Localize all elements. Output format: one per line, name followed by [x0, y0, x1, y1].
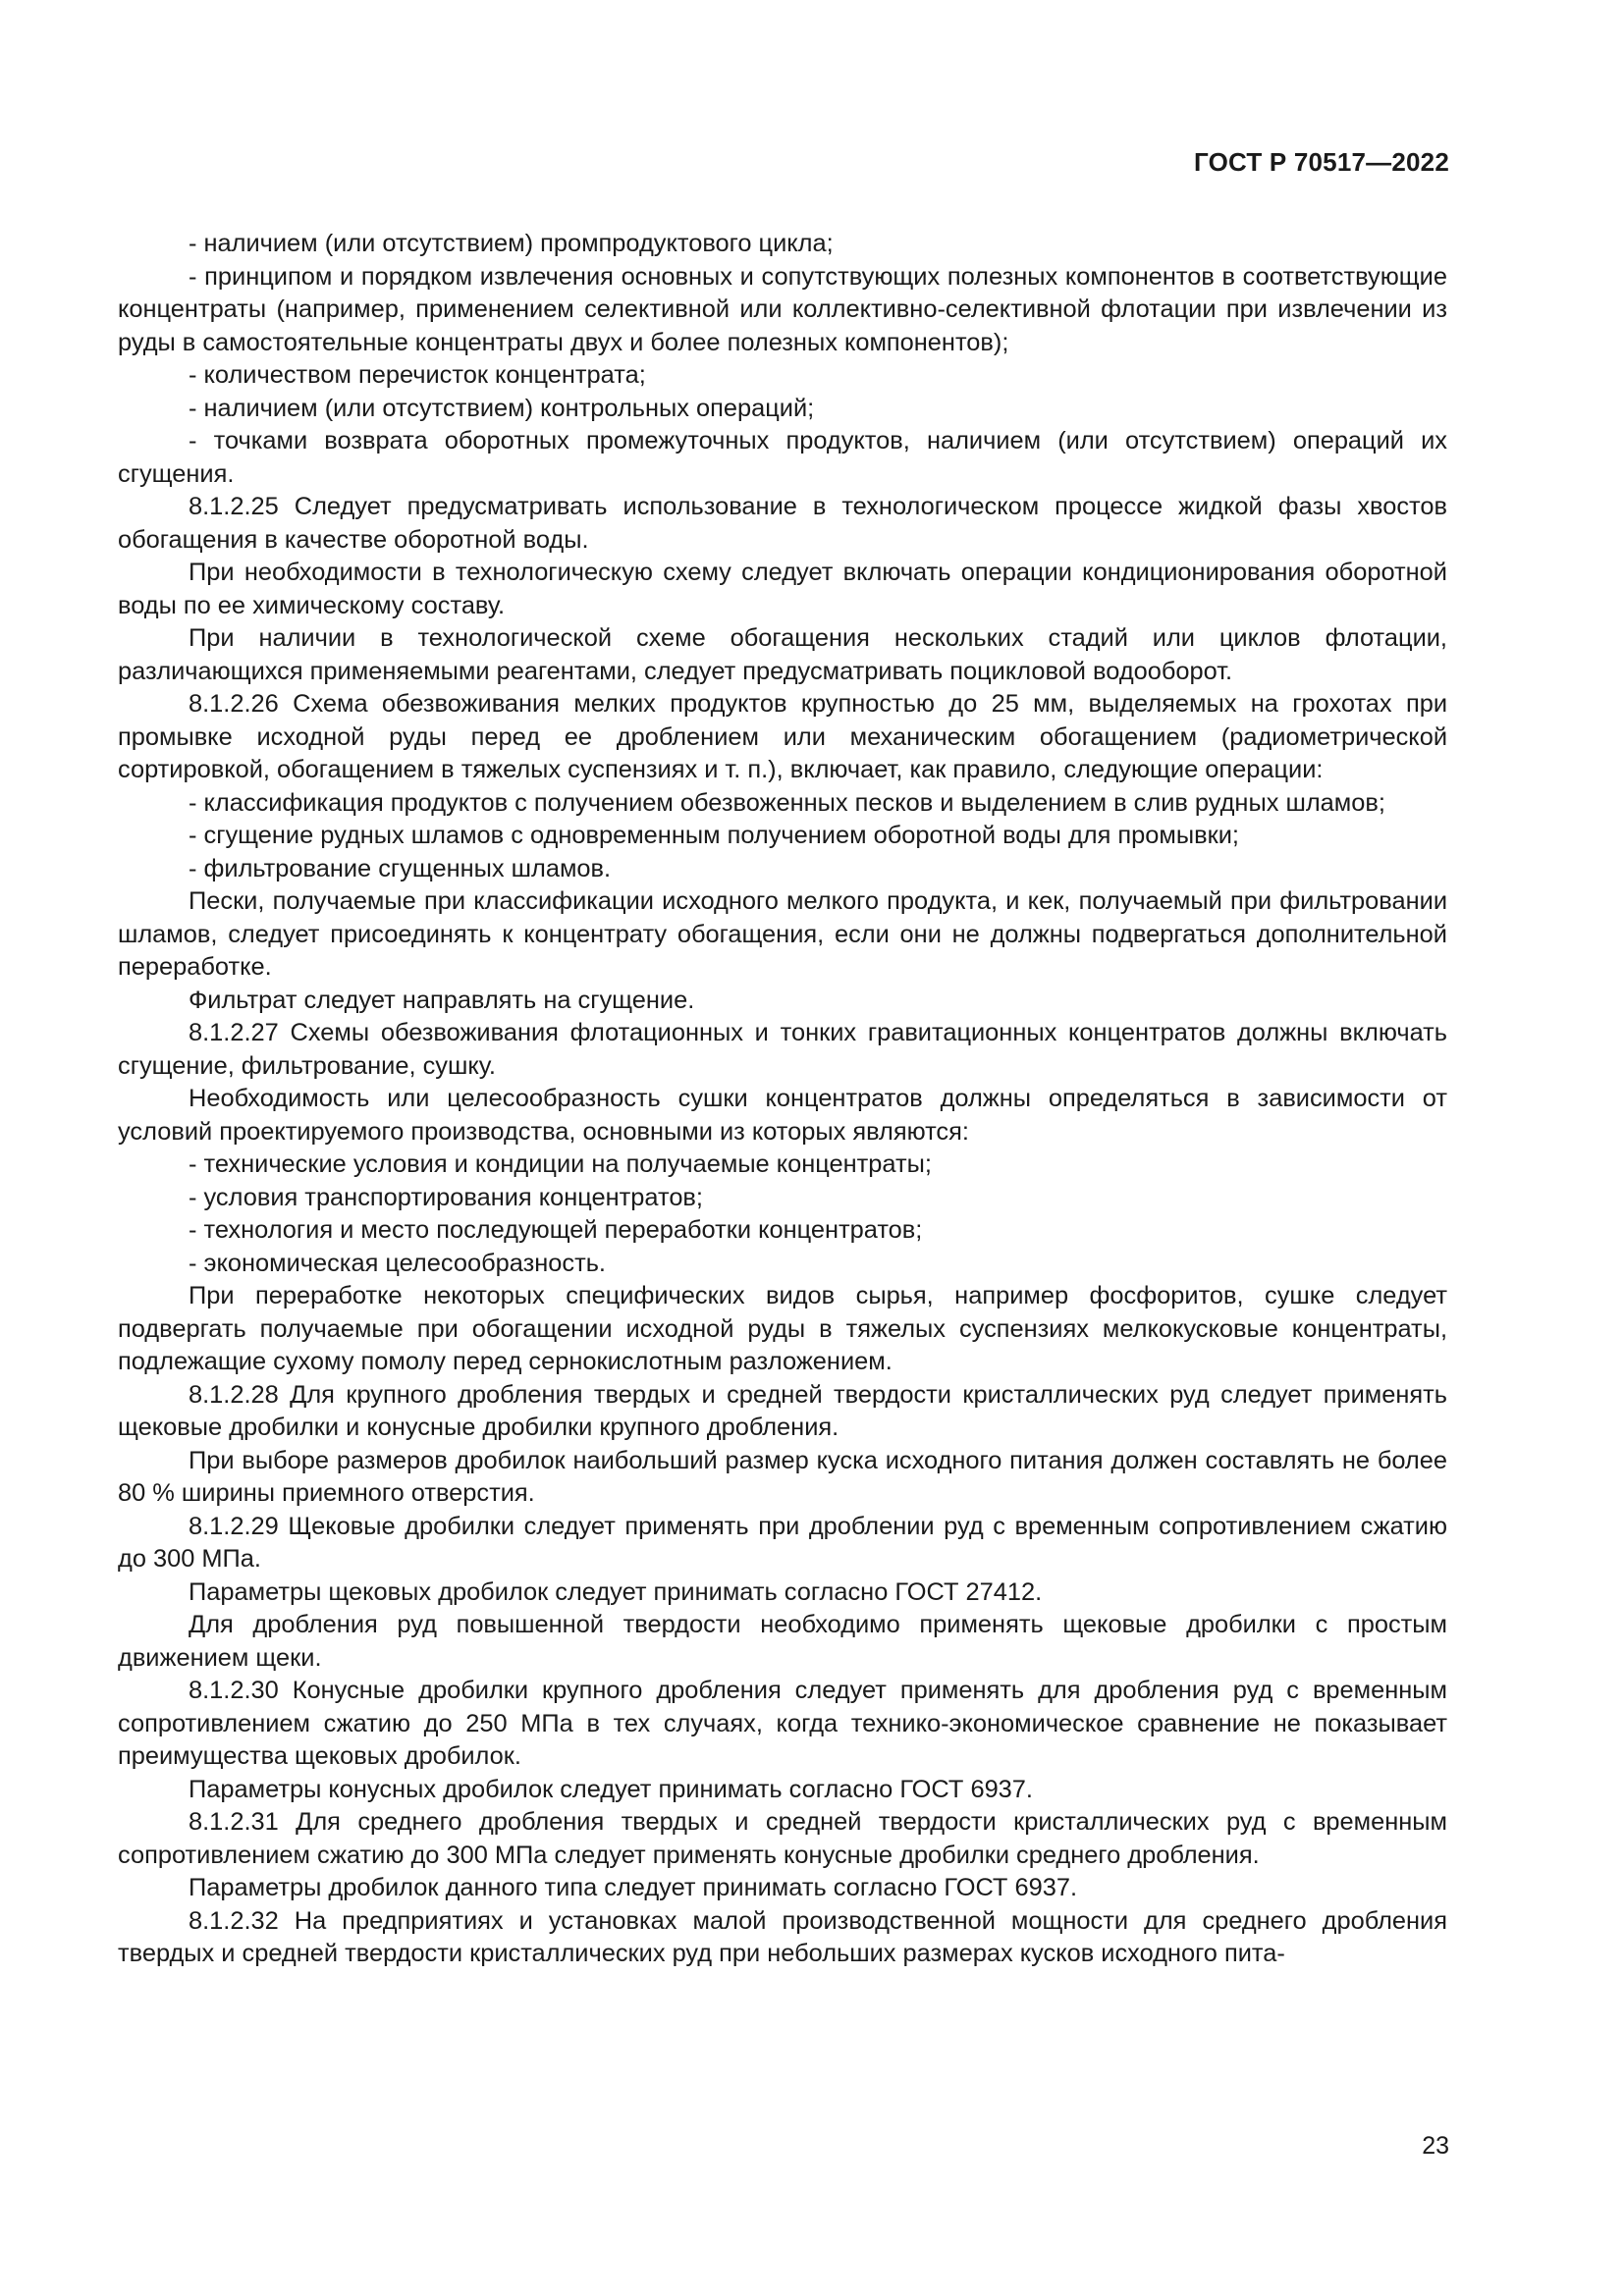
paragraph: При переработке некоторых специфических видов сырья, например фосфоритов, сушке следует подвергать получаемые при обогащении исходной руды в тяжелых суспензиях мелкокусковые концентраты, подлежащие сухому помолу перед сернокислотным разложением.	[118, 1282, 1447, 1375]
list-item: - сгущение рудных шламов с одновременным получением оборотной воды для промывки;	[189, 822, 1239, 849]
list-item: - экономическая целесообразность.	[189, 1249, 606, 1277]
list-item: - точками возврата оборотных промежуточных продуктов, наличием (или отсутствием) операций их сгущения.	[118, 427, 1447, 488]
list-item: - наличием (или отсутствием) контрольных операций;	[189, 394, 815, 422]
clause-8-1-2-27: 8.1.2.27 Схемы обезвоживания флотационных и тонких гравитационных концентратов должны включать сгущение, фильтрование, сушку.	[118, 1019, 1447, 1080]
clause-8-1-2-31: 8.1.2.31 Для среднего дробления твердых и средней твердости кристаллических руд с временным сопротивлением сжатию до 300 МПа следует применять конусные дробилки среднего дробления.	[118, 1808, 1447, 1869]
clause-8-1-2-26: 8.1.2.26 Схема обезвоживания мелких продуктов крупностью до 25 мм, выделяемых на грохотах при промывке исходной руды перед ее дроблением или механическим обогащением (радиометрической сортировкой, обогащением в тяжелых суспензиях и т. п.), включает, как правило, следующие операции:	[118, 690, 1447, 783]
paragraph: При необходимости в технологическую схему следует включать операции кондиционирования оборотной воды по ее химическому составу.	[118, 559, 1447, 619]
list-item: - технические условия и кондиции на получаемые концентраты;	[189, 1150, 932, 1178]
page-number: 23	[1422, 2132, 1449, 2160]
paragraph: Пески, получаемые при классификации исходного мелкого продукта, и кек, получаемый при фильтровании шламов, следует присоединять к концентрату обогащения, если они не должны подвергаться дополнительной переработке.	[118, 887, 1447, 981]
paragraph: Параметры щековых дробилок следует принимать согласно ГОСТ 27412.	[189, 1577, 1043, 1606]
clause-8-1-2-28: 8.1.2.28 Для крупного дробления твердых и средней твердости кристаллических руд следует применять щековые дробилки и конусные дробилки крупного дробления.	[118, 1380, 1447, 1441]
paragraph: Для дробления руд повышенной твердости необходимо применять щековые дробилки с простым движением щеки.	[118, 1611, 1447, 1672]
clause-8-1-2-32: 8.1.2.32 На предприятиях и установках малой производственной мощности для среднего дробления твердых и средней твердости кристаллических руд при небольших размерах кусков исходного пита-	[118, 1906, 1447, 1967]
clause-8-1-2-25: 8.1.2.25 Следует предусматривать использование в технологическом процессе жидкой фазы хвостов обогащения в качестве оборотной воды.	[118, 493, 1447, 554]
document-header: ГОСТ Р 70517—2022	[1194, 147, 1449, 177]
list-item: - технология и место последующей переработки концентратов;	[189, 1216, 923, 1244]
paragraph: Параметры дробилок данного типа следует принимать согласно ГОСТ 6937.	[189, 1874, 1078, 1901]
list-item: - фильтрование сгущенных шламов.	[189, 854, 612, 882]
list-item: - классификация продуктов с получением обезвоженных песков и выделением в слив рудных шламов;	[189, 788, 1385, 817]
paragraph: При выборе размеров дробилок наибольший размер куска исходного питания должен составлять не более 80 % ширины приемного отверстия.	[118, 1446, 1447, 1507]
list-item: - количеством перечисток концентрата;	[189, 361, 646, 389]
list-item: - условия транспортирования концентратов;	[189, 1183, 703, 1211]
paragraph: Фильтрат следует направлять на сгущение.	[189, 986, 695, 1014]
paragraph: Необходимость или целесообразность сушки концентратов должны определяться в зависимости от условий проектируемого производства, основными из которых являются:	[118, 1085, 1447, 1146]
document-body	[118, 228, 1447, 1971]
clause-8-1-2-30: 8.1.2.30 Конусные дробилки крупного дробления следует применять для дробления руд с временным сопротивлением сжатию до 250 МПа в тех случаях, когда технико-экономическое сравнение не показывает преимущества щековых дробилок.	[118, 1677, 1447, 1770]
list-item: - наличием (или отсутствием) промпродуктового цикла;	[189, 230, 834, 257]
clause-8-1-2-29: 8.1.2.29 Щековые дробилки следует применять при дроблении руд с временным сопротивлением сжатию до 300 МПа.	[118, 1512, 1447, 1573]
paragraph: При наличии в технологической схеме обогащения нескольких стадий или циклов флотации, различающихся применяемыми реагентами, следует предусматривать поцикловой водооборот.	[118, 624, 1447, 685]
paragraph: Параметры конусных дробилок следует принимать согласно ГОСТ 6937.	[189, 1775, 1033, 1803]
list-item: - принципом и порядком извлечения основных и сопутствующих полезных компонентов в соответствующие концентраты (например, применением селективной или коллективно-селективной флотации при извлечении из руды в самостоятельные концентраты двух и более полезных компонентов);	[118, 262, 1447, 356]
